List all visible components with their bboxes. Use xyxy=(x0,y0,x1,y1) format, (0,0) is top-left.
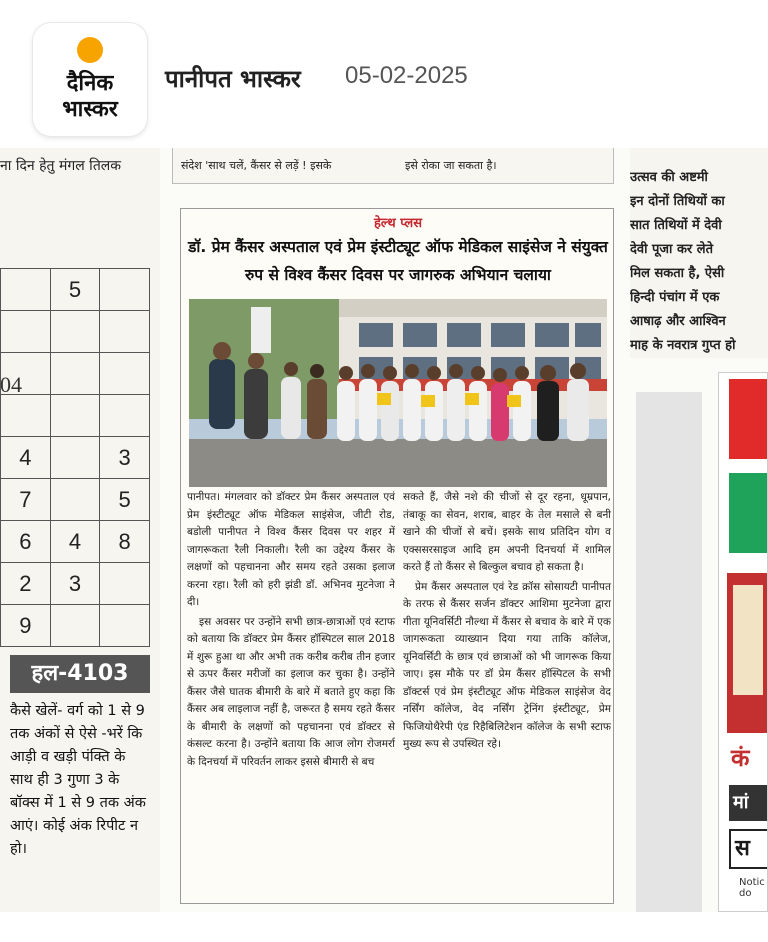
app-header xyxy=(0,0,768,148)
paragraph: सकते हैं, जैसे नशे की चीजों से दूर रहना, धूम्रपान, तंबाकू का सेवन, शराब, बाहर के तेल मसाले से बनी खाने की चीजों से बचें। इसके साथ प्रतिदिन योग व एक्ससरसाइज आदि हम अपनी दिनचर्या में शामिल करते हैं तो कैंसर से बिल्कुल बचाव हो सकता है। xyxy=(403,491,611,573)
page-gutter xyxy=(636,392,702,912)
sudoku-cell xyxy=(100,605,150,647)
sudoku-cell xyxy=(1,269,51,311)
logo-text-line2: भास्कर xyxy=(62,97,118,122)
sudoku-cell xyxy=(100,353,150,395)
sudoku-row xyxy=(1,437,150,479)
fragment-line: माह के नवरात्र गुप्त हो xyxy=(630,338,736,353)
how-to-play-text: कैसे खेलें- वर्ग को 1 से 9 तक अंकों से ऐसे -भरें कि आड़ी व खड़ी पंक्ति के साथ ही 3 गुणा 3 के बॉक्स में 1 से 9 तक अंक आएं। कोई अंक रिपीट न हो। xyxy=(10,703,146,857)
article-kicker: हेल्थ प्लस xyxy=(373,216,423,231)
sudoku-cell: 2 xyxy=(1,563,51,605)
sudoku-cell: 3 xyxy=(100,437,150,479)
sudoku-row xyxy=(1,311,150,353)
rally-photo xyxy=(189,299,607,487)
paragraph: पानीपत। मंगलवार को डॉक्टर प्रेम कैंसर अस्पताल एवं प्रेम इंस्टीट्यूट ऑफ मेडिकल साइंसेज, जीटी रोड, बडोली पानीपत ने विश्व कैंसर दिवस पर शहर में जागरूकता रैली निकाली। रैली का उद्देश्य कैंसर के लक्षणों को पहचानना और समय रहते उसका इलाज करना रहा। रैली को हरी झंडी डॉ. अभिनव मुटनेजा ने दी। xyxy=(187,491,395,608)
sudoku-cell: 3 xyxy=(50,563,100,605)
logo-text-line1: दैनिक xyxy=(66,71,114,96)
ad-text: मां xyxy=(729,785,768,821)
ad-text: कं xyxy=(731,744,750,772)
fragment-line: देवी पूजा कर लेते xyxy=(630,242,713,257)
sudoku-cell: 8 xyxy=(100,521,150,563)
paragraph: प्रेम कैंसर अस्पताल एवं रेड क्रॉस सोसायटी पानीपत के तरफ से कैंसर सर्जन डॉक्टर आशिमा मुटनेजा द्वारा गीता यूनिवर्सिटी नौल्था में कैंसर से बचाव के बारे में एक जागरूकता व्याख्यान दिया गया ताकि कॉलेज, यूनिवर्सिटी के छात्र एवं छात्राओं को भी जागरूक किया जाए। इस मौके पर डॉ प्रेम कैंसर हॉस्पिटल के सभी डॉक्टर्स एवं प्रेम इंस्टीट्यूट ऑफ मेडिकल साइंसेज वेद नर्सिंग कॉलेज, वेद नर्सिंग ट्रेनिंग इंस्टीट्यूट, प्रेम फिजियोथैरेपी एंड रिहैबिलिटेशन कॉलेज के सभी स्टाफ मुख्य रूप से उपस्थित रहे। xyxy=(403,580,611,750)
dainik-bhaskar-logo[interactable] xyxy=(33,23,147,136)
sudoku-cell: 6 xyxy=(1,521,51,563)
sudoku-cell xyxy=(50,479,100,521)
sudoku-row xyxy=(1,521,150,563)
fragment-line: मिल सकता है, ऐसी xyxy=(630,266,725,281)
bottom-margin xyxy=(0,912,768,942)
fragment-line: इन दोनों तिथियों का xyxy=(630,194,725,209)
sudoku-cell: 5 xyxy=(100,479,150,521)
fragment-right-text: इसे रोका जा सकता है। xyxy=(405,159,497,172)
ad-red-block xyxy=(729,379,768,459)
sudoku-row xyxy=(1,269,150,311)
fragment-line: आषाढ़ और आश्विन xyxy=(630,314,726,329)
solution-label: हल-4103 xyxy=(10,655,150,693)
sudoku-cell: 5 xyxy=(50,269,100,311)
fragment-left-text: संदेश 'साथ चलें, कैंसर से लड़ें ! इसके xyxy=(181,159,332,172)
previous-article-fragment xyxy=(172,148,614,184)
edition-date: 05-02-2025 xyxy=(345,62,468,89)
sudoku-cell xyxy=(100,269,150,311)
sudoku-cell xyxy=(1,311,51,353)
sudoku-cell: 7 xyxy=(1,479,51,521)
fragment-line: उत्सव की अष्टमी xyxy=(630,170,708,185)
sudoku-cell: 4 xyxy=(50,521,100,563)
sudoku-row xyxy=(1,395,150,437)
right-article-fragment xyxy=(630,148,768,358)
ad-product-image xyxy=(733,585,763,695)
ad-text: स xyxy=(729,829,768,869)
article-column-1 xyxy=(187,489,395,773)
sudoku-row xyxy=(1,479,150,521)
article-column-2 xyxy=(403,489,611,756)
edition-title: पानीपत भास्कर xyxy=(165,65,301,93)
ad-notice: Notic do xyxy=(739,877,765,899)
ad-green-block xyxy=(729,473,768,553)
sudoku-row xyxy=(1,353,150,395)
sun-icon xyxy=(77,37,103,63)
fragment-line: हिन्दी पंचांग में एक xyxy=(630,290,720,305)
advertisement xyxy=(718,372,768,912)
sudoku-cell xyxy=(100,311,150,353)
sudoku-cell xyxy=(50,311,100,353)
paragraph: इस अवसर पर उन्होंने सभी छात्र-छात्राओं एवं स्टाफ को बताया कि डॉक्टर प्रेम कैंसर हॉस्पिटल साल 2018 में शुरू हुआ था और अभी तक करीब करीब तीन हजार से ऊपर कैंसर मरीजों का इलाज कर चुका है। उन्होंने कैंसर जैसे घातक बीमारी के बारे में बताते हुए कहा कि कैंसर अब लाइलाज नहीं है, जरूरत है समय रहते कैंसर के बीमारी के लक्षणों को पहचानना एवं डॉक्टर से कंसल्ट करना है। उन्होंने बताया कि आज लोग रोजमर्रा के दिनचर्या में परिवर्तन लाकर इससे बीमारी से बच xyxy=(187,615,395,768)
news-article xyxy=(180,208,614,904)
sudoku-cell xyxy=(100,563,150,605)
sudoku-cell xyxy=(1,395,51,437)
sudoku-cell xyxy=(50,605,100,647)
sudoku-cell: 4 xyxy=(1,437,51,479)
sudoku-row xyxy=(1,563,150,605)
sudoku-cell xyxy=(50,437,100,479)
sudoku-cell xyxy=(1,353,51,395)
left-fragment-text: ना दिन हेतु मंगल तिलक xyxy=(0,158,122,174)
sudoku-cell xyxy=(50,353,100,395)
article-headline: डॉ. प्रेम कैंसर अस्पताल एवं प्रेम इंस्टीट्यूट ऑफ मेडिकल साइंसेज ने संयुक्त रुप से विश्व कैंसर दिवस पर जागरुक अभियान चलाया xyxy=(188,238,608,284)
fragment-line: सात तिथियों में देवी xyxy=(630,218,722,233)
sudoku-cell xyxy=(100,395,150,437)
puzzle-number: 04 xyxy=(0,372,22,397)
sudoku-cell: 9 xyxy=(1,605,51,647)
ad-product-block xyxy=(727,573,768,733)
sudoku-row xyxy=(1,605,150,647)
sudoku-cell xyxy=(50,395,100,437)
sudoku-grid xyxy=(0,268,150,647)
